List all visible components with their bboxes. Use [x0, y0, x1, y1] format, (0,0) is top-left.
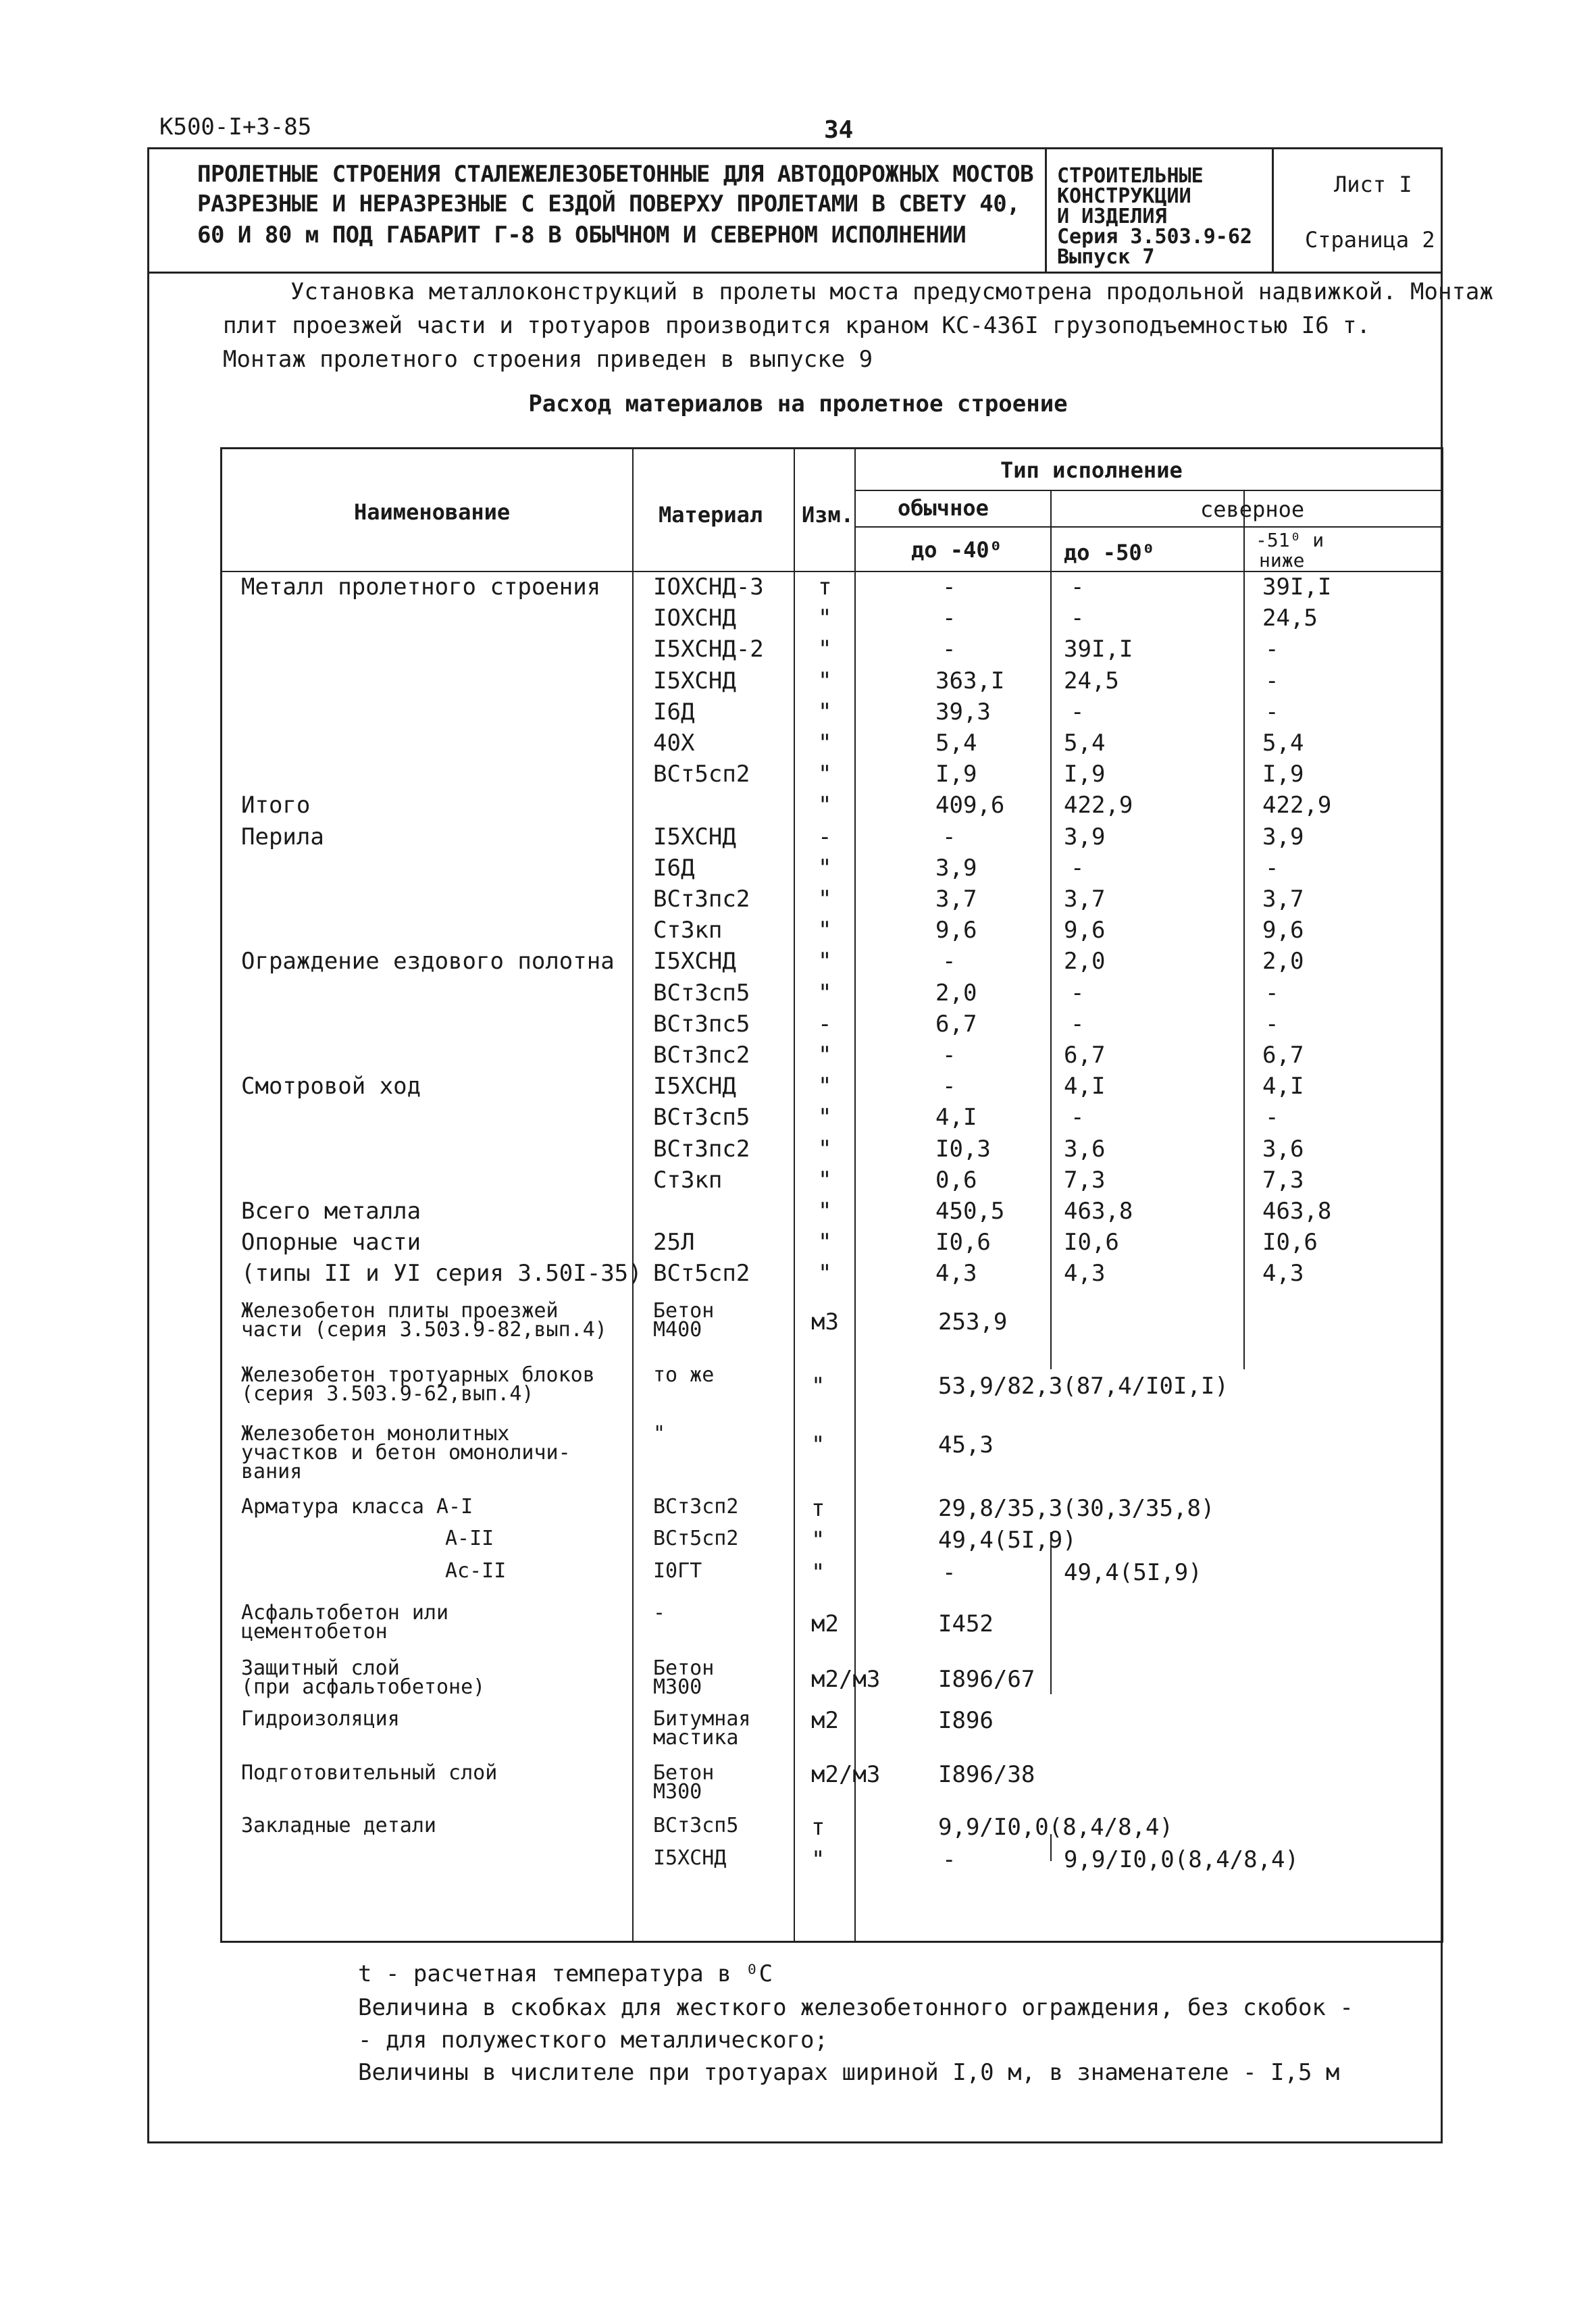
row-name: Смотровой ход — [241, 1073, 421, 1100]
merged-row-material: " — [653, 1422, 666, 1446]
merged-row-material: то же — [653, 1363, 715, 1387]
row-value-northern-51: 463,8 — [1262, 1198, 1332, 1225]
merged-row-name: части (серия 3.503.9-82,вып.4) — [241, 1318, 607, 1342]
merged-row-name: участков и бетон омоноличи- — [241, 1441, 571, 1465]
row-value-northern-51: 3,6 — [1262, 1136, 1304, 1163]
row-value-northern-51: 4,3 — [1262, 1260, 1304, 1287]
merged-row-material: Битумная — [653, 1707, 751, 1731]
merged-row-unit: м2 — [811, 1707, 839, 1734]
row-value-ordinary: 3,9 — [935, 855, 977, 882]
row-value-northern-50: 39I,I — [1064, 636, 1133, 663]
row-unit: " — [818, 1229, 832, 1256]
row-value-northern-51: - — [1265, 698, 1279, 726]
row-value-ordinary: 4,I — [935, 1104, 977, 1131]
col-header-t3a: -51⁰ и — [1256, 529, 1324, 551]
col-header-ordinary: обычное — [898, 495, 989, 521]
row-value-ordinary: - — [942, 636, 956, 663]
row-name: Опорные части — [241, 1229, 421, 1256]
merged-row-value: I896 — [938, 1707, 994, 1734]
row-value-northern-50: 4,I — [1064, 1073, 1106, 1100]
row-material: Ст3кп — [653, 917, 723, 944]
merged-row-unit: " — [811, 1373, 825, 1400]
merged-row-name: Ас-II — [445, 1559, 507, 1583]
row-value-ordinary: I,9 — [935, 761, 977, 788]
merged-row-unit: " — [811, 1846, 825, 1873]
header-category-line-3: И ИЗДЕЛИЯ — [1057, 205, 1167, 228]
row-name: Ограждение ездового полотна — [241, 948, 615, 975]
row-value-northern-50: I,9 — [1064, 761, 1106, 788]
row-value-northern-50: - — [1071, 1104, 1085, 1131]
row-material: I5ХСНД — [653, 948, 736, 975]
header-page: Страница 2 — [1305, 227, 1435, 253]
row-name: Металл пролетного строения — [241, 574, 601, 601]
merged-row-material: М300 — [653, 1780, 702, 1804]
row-name: Перила — [241, 823, 324, 850]
row-value-northern-51: 2,0 — [1262, 948, 1304, 975]
row-name: (типы II и УI серия 3.50I-35) — [241, 1260, 642, 1287]
row-unit: " — [818, 1136, 832, 1163]
row-value-northern-50: 6,7 — [1064, 1042, 1106, 1069]
merged-row-unit: " — [811, 1431, 825, 1458]
header-series: Серия 3.503.9-62 — [1057, 225, 1252, 249]
row-value-ordinary: - — [942, 1073, 956, 1100]
row-value-northern-51: - — [1265, 1104, 1279, 1131]
intro-line-1: Установка металлоконструкций в пролеты моста предусмотрена продольной надвижкой. Монтаж — [290, 278, 1493, 305]
document-code: К500-I+3-85 — [159, 113, 312, 141]
row-value-northern-50: 24,5 — [1064, 667, 1119, 694]
merged-row-unit: м2 — [811, 1610, 839, 1637]
row-value-ordinary: - — [942, 948, 956, 975]
merged-row-name: вания — [241, 1460, 303, 1483]
merged-row-name: Арматура класса А-I — [241, 1495, 473, 1519]
row-material: I5ХСНД — [653, 823, 736, 850]
col-line-c2 — [1050, 490, 1052, 1369]
merged-row-name: (серия 3.503.9-62,вып.4) — [241, 1382, 534, 1406]
row-value-northern-50: 2,0 — [1064, 948, 1106, 975]
row-material: ВСт3пс5 — [653, 1011, 750, 1038]
note-brackets-cont: - для полужесткого металлического; — [358, 2027, 828, 2054]
row-material: ВСт3сп5 — [653, 1104, 750, 1131]
col-line-c3 — [1243, 490, 1245, 1369]
row-value-northern-50: - — [1071, 574, 1085, 601]
row-material: 40Х — [653, 730, 695, 757]
row-value-ordinary: 450,5 — [935, 1198, 1005, 1225]
row-unit: " — [818, 1042, 832, 1069]
merged-row-value: 253,9 — [938, 1308, 1008, 1336]
header-category-line-1: СТРОИТЕЛЬНЫЕ — [1057, 164, 1204, 188]
col-header-type: Тип исполнение — [1000, 457, 1183, 483]
row-value-northern-50: 9,6 — [1064, 917, 1106, 944]
row-value-northern-50: - — [1071, 855, 1085, 882]
row-unit: " — [818, 698, 832, 726]
merged-row-value: - — [942, 1846, 956, 1873]
row-value-northern-51: - — [1265, 636, 1279, 663]
header-title-line-2: РАЗРЕЗНЫЕ И НЕРАЗРЕЗНЫЕ С ЕЗДОЙ ПОВЕРХУ ПРОЛЕТАМИ В СВЕТУ 40, — [197, 190, 1021, 218]
row-value-northern-50: 422,9 — [1064, 792, 1133, 819]
row-material: I5ХСНД — [653, 1073, 736, 1100]
merged-row-value: 53,9/82,3(87,4/I0I,I) — [938, 1373, 1229, 1400]
row-material: IОХСНД-3 — [653, 574, 764, 601]
row-value-ordinary: 409,6 — [935, 792, 1005, 819]
merged-row-name: Железобетон монолитных — [241, 1422, 510, 1446]
row-value-northern-50: 3,9 — [1064, 823, 1106, 850]
merged-row-name: (при асфальтобетоне) — [241, 1675, 486, 1699]
row-value-ordinary: 5,4 — [935, 730, 977, 757]
row-value-ordinary: - — [942, 605, 956, 632]
row-value-northern-51: 9,6 — [1262, 917, 1304, 944]
row-value-northern-51: - — [1265, 980, 1279, 1007]
row-value-northern-51: 24,5 — [1262, 605, 1318, 632]
merged-row-name: Гидроизоляция — [241, 1707, 400, 1731]
col-header-name: Наименование — [354, 499, 511, 525]
row-value-northern-50: - — [1071, 605, 1085, 632]
merged-row-value: I896/67 — [938, 1666, 1035, 1693]
row-unit: " — [818, 1073, 832, 1100]
merged-row-unit: м3 — [811, 1308, 839, 1336]
row-material: Ст3кп — [653, 1167, 723, 1194]
merged-row-value: 9,9/I0,0(8,4/8,4) — [938, 1814, 1173, 1841]
merged-row-value-northern: 9,9/I0,0(8,4/8,4) — [1064, 1846, 1299, 1873]
row-unit: " — [818, 1198, 832, 1225]
row-value-northern-50: - — [1071, 1011, 1085, 1038]
row-material: I6Д — [653, 855, 695, 882]
merged-row-name: Асфальтобетон или — [241, 1601, 449, 1625]
merged-row-material: мастика — [653, 1726, 739, 1750]
row-value-ordinary: 3,7 — [935, 886, 977, 913]
row-name: Всего металла — [241, 1198, 421, 1225]
row-value-northern-51: 4,I — [1262, 1073, 1304, 1100]
row-value-ordinary: - — [942, 574, 956, 601]
merged-row-value: - — [942, 1559, 956, 1586]
row-material: ВСт3сп5 — [653, 980, 750, 1007]
row-value-northern-50: 7,3 — [1064, 1167, 1106, 1194]
merged-row-unit: м2/м3 — [811, 1666, 881, 1693]
row-unit: " — [818, 948, 832, 975]
merged-row-name: Железобетон тротуарных блоков — [241, 1363, 595, 1387]
merged-row-name: Защитный слой — [241, 1656, 400, 1680]
row-material: ВСт5сп2 — [653, 1260, 750, 1287]
row-unit: " — [818, 730, 832, 757]
header-title-line-3: 60 И 80 м ПОД ГАБАРИТ Г-8 В ОБЫЧНОМ И СЕВЕРНОМ ИСПОЛНЕНИИ — [197, 222, 967, 249]
row-value-ordinary: 6,7 — [935, 1011, 977, 1038]
row-material: ВСт3пс2 — [653, 1136, 750, 1163]
row-value-northern-51: 5,4 — [1262, 730, 1304, 757]
row-value-northern-50: 463,8 — [1064, 1198, 1133, 1225]
row-unit: - — [818, 823, 832, 850]
col-line-c2-lower — [1050, 1532, 1052, 1694]
row-unit: " — [818, 761, 832, 788]
row-unit: " — [818, 605, 832, 632]
materials-table — [220, 447, 1443, 1943]
col-header-t3b: ниже — [1259, 549, 1305, 571]
col-header-t1: до -40⁰ — [911, 537, 1002, 563]
row-material: I5ХСНД-2 — [653, 636, 764, 663]
row-value-northern-51: - — [1265, 667, 1279, 694]
header-category-line-2: КОНСТРУКЦИИ — [1057, 184, 1191, 208]
row-unit: " — [818, 980, 832, 1007]
merged-row-material: М400 — [653, 1318, 702, 1342]
merged-row-material: I5ХСНД — [653, 1846, 727, 1870]
row-material: IОХСНД — [653, 605, 736, 632]
merged-row-name: Подготовительный слой — [241, 1761, 498, 1785]
row-value-ordinary: I0,3 — [935, 1136, 991, 1163]
col-header-northern: северное — [1200, 497, 1305, 522]
row-value-northern-51: 422,9 — [1262, 792, 1332, 819]
table-title: Расход материалов на пролетное строение — [528, 390, 1068, 417]
row-value-northern-50: - — [1071, 698, 1085, 726]
merged-row-material: ВСт3сп5 — [653, 1814, 739, 1837]
merged-row-name: А-II — [445, 1527, 494, 1550]
merged-row-unit: м2/м3 — [811, 1761, 881, 1788]
row-value-ordinary: 39,3 — [935, 698, 991, 726]
col-line-material — [632, 449, 634, 1943]
row-value-northern-51: 6,7 — [1262, 1042, 1304, 1069]
row-value-northern-51: 3,7 — [1262, 886, 1304, 913]
row-value-ordinary: 363,I — [935, 667, 1005, 694]
row-value-northern-51: 3,9 — [1262, 823, 1304, 850]
header-line-2 — [854, 526, 1443, 528]
page-number: 34 — [824, 116, 854, 144]
row-value-northern-50: I0,6 — [1064, 1229, 1119, 1256]
merged-row-material: М300 — [653, 1675, 702, 1699]
row-unit: - — [818, 1011, 832, 1038]
note-fraction: Величины в числителе при тротуарах шириной I,0 м, в знаменателе - I,5 м — [358, 2059, 1340, 2086]
merged-row-unit: т — [811, 1495, 825, 1522]
row-unit: " — [818, 855, 832, 882]
merged-row-value: 49,4(5I,9) — [938, 1527, 1077, 1554]
merged-row-name: цементобетон — [241, 1620, 388, 1644]
row-value-northern-51: 39I,I — [1262, 574, 1332, 601]
row-value-northern-50: - — [1071, 980, 1085, 1007]
intro-line-2: плит проезжей части и тротуаров производится краном КС-436I грузоподъемностью I6 т. — [223, 312, 1370, 339]
merged-row-value: I452 — [938, 1610, 994, 1637]
row-value-northern-51: I0,6 — [1262, 1229, 1318, 1256]
merged-row-material: Бетон — [653, 1761, 715, 1785]
row-value-ordinary: - — [942, 823, 956, 850]
merged-row-name: Закладные детали — [241, 1814, 436, 1837]
header-title-line-1: ПРОЛЕТНЫЕ СТРОЕНИЯ СТАЛЕЖЕЛЕЗОБЕТОННЫЕ ДЛЯ АВТОДОРОЖНЫХ МОСТОВ — [197, 161, 1034, 188]
merged-row-value: I896/38 — [938, 1761, 1035, 1788]
row-value-northern-51: I,9 — [1262, 761, 1304, 788]
merged-row-material: Бетон — [653, 1656, 715, 1680]
merged-row-unit: " — [811, 1527, 825, 1554]
merged-row-material: ВСт5сп2 — [653, 1527, 739, 1550]
merged-row-material: - — [653, 1601, 666, 1625]
row-unit: " — [818, 886, 832, 913]
row-unit: " — [818, 1260, 832, 1287]
note-brackets: Величина в скобках для жесткого железобетонного ограждения, без скобок - — [358, 1994, 1354, 2021]
col-line-unit — [794, 449, 795, 1943]
row-value-northern-50: 5,4 — [1064, 730, 1106, 757]
row-value-ordinary: 4,3 — [935, 1260, 977, 1287]
row-value-ordinary: I0,6 — [935, 1229, 991, 1256]
row-unit: т — [818, 574, 832, 601]
merged-row-value-northern: 49,4(5I,9) — [1064, 1559, 1202, 1586]
row-name: Итого — [241, 792, 311, 819]
row-value-northern-50: 3,7 — [1064, 886, 1106, 913]
header-divider-right — [1272, 147, 1274, 272]
merged-row-material: Бетон — [653, 1299, 715, 1323]
row-material: I6Д — [653, 698, 695, 726]
header-sheet: Лист I — [1334, 172, 1412, 197]
row-value-northern-51: - — [1265, 1011, 1279, 1038]
row-value-northern-50: 4,3 — [1064, 1260, 1106, 1287]
col-header-unit: Изм. — [802, 502, 854, 528]
merged-row-unit: т — [811, 1814, 825, 1841]
row-value-ordinary: 9,6 — [935, 917, 977, 944]
row-value-northern-50: 3,6 — [1064, 1136, 1106, 1163]
col-header-material: Материал — [659, 502, 763, 528]
header-divider-left — [1045, 147, 1047, 272]
merged-row-material: I0ГТ — [653, 1559, 702, 1583]
note-temperature: t - расчетная температура в ⁰С — [358, 1960, 773, 1987]
row-material: ВСт3пс2 — [653, 886, 750, 913]
row-value-northern-51: 7,3 — [1262, 1167, 1304, 1194]
header-divider — [147, 272, 1443, 274]
row-value-northern-51: - — [1265, 855, 1279, 882]
merged-row-unit: " — [811, 1559, 825, 1586]
row-value-ordinary: - — [942, 1042, 956, 1069]
row-value-ordinary: 0,6 — [935, 1167, 977, 1194]
col-line-c1 — [854, 449, 856, 1943]
col-header-t2: до -50⁰ — [1064, 540, 1155, 565]
row-value-ordinary: 2,0 — [935, 980, 977, 1007]
row-material: 25Л — [653, 1229, 695, 1256]
row-material: ВСт5сп2 — [653, 761, 750, 788]
row-unit: " — [818, 667, 832, 694]
merged-row-value: 29,8/35,3(30,3/35,8) — [938, 1495, 1215, 1522]
row-unit: " — [818, 1104, 832, 1131]
merged-row-name: Железобетон плиты проезжей — [241, 1299, 559, 1323]
row-unit: " — [818, 1167, 832, 1194]
row-material: ВСт3пс2 — [653, 1042, 750, 1069]
header-issue: Выпуск 7 — [1057, 245, 1155, 269]
merged-row-value: 45,3 — [938, 1431, 994, 1458]
row-unit: " — [818, 917, 832, 944]
row-unit: " — [818, 636, 832, 663]
row-unit: " — [818, 792, 832, 819]
row-material: I5ХСНД — [653, 667, 736, 694]
header-line-1 — [854, 490, 1443, 491]
merged-row-material: ВСт3сп2 — [653, 1495, 739, 1519]
intro-line-3: Монтаж пролетного строения приведен в выпуске 9 — [223, 346, 873, 373]
